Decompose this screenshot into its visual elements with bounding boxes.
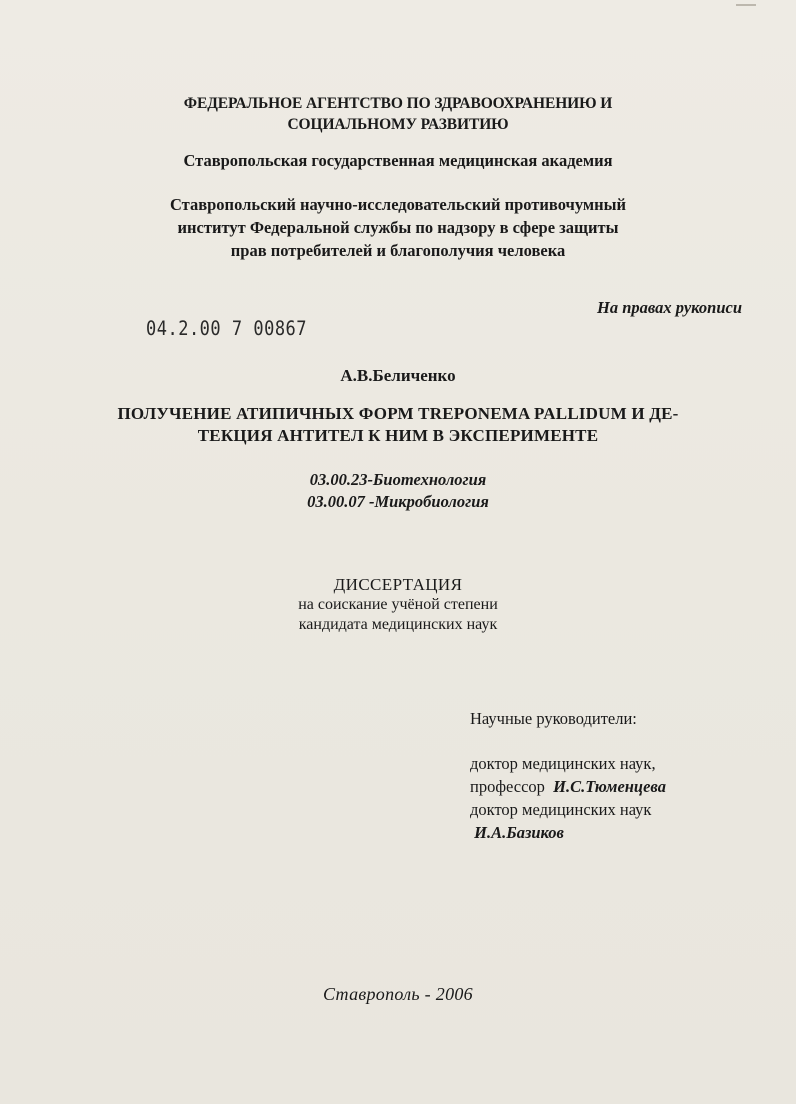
thesis-title [70,403,726,447]
scan-mark [736,4,756,6]
dissertation-label: ДИССЕРТАЦИЯ [333,575,463,594]
manuscript-note: На правах рукописи [597,298,742,317]
advisor-2-line [470,821,770,844]
thesis-title-line-2: ТЕКЦИЯ АНТИТЕЛ К НИМ В ЭКСПЕРИМЕНТЕ [197,426,599,445]
institute-line-3: прав потребителей и благополучия человека [230,241,566,260]
specialty-2: 03.00.07 -Микробиология [307,492,489,511]
advisor-1-name: И.С.Тюменцева [553,777,666,796]
author-name: А.В.Беличенко [340,366,456,385]
thesis-title-line-1: ПОЛУЧЕНИЕ АТИПИЧНЫХ ФОРМ TREPONEMA PALLIDUM И ДЕ- [117,404,679,423]
degree-line-1: на соискание учёной степени [298,596,498,613]
specialty-1: 03.00.23-Биотехнология [309,470,487,489]
academy-name: Ставропольская государственная медицинская академия [183,151,613,170]
specialty-codes [0,469,796,513]
advisors-block [470,707,770,844]
advisors-heading: Научные руководители: [470,709,637,728]
institute-name [60,193,736,262]
city-year: Ставрополь - 2006 [323,984,473,1004]
agency-line-1: ФЕДЕРАЛЬНОЕ АГЕНТСТВО ПО ЗДРАВООХРАНЕНИЮ И [183,95,613,112]
dissertation-block [0,575,796,635]
stamp-number: 04.2.00 7 00867 [146,317,308,341]
advisor-1-rank: профессор [470,777,545,796]
agency-line-2: СОЦИАЛЬНОМУ РАЗВИТИЮ [287,116,509,133]
institute-line-2: институт Федеральной службы по надзору в сфере защиты [177,218,619,237]
agency-heading [60,93,736,135]
degree-line-2: кандидата медицинских наук [298,616,498,633]
advisor-2-degree: доктор медицинских наук [470,800,652,819]
advisor-1-line [470,775,770,798]
advisor-2-name: И.А.Базиков [474,823,564,842]
institute-line-1: Ставропольский научно-исследовательский противочумный [169,195,627,214]
advisor-1-degree: доктор медицинских наук, [470,754,656,773]
